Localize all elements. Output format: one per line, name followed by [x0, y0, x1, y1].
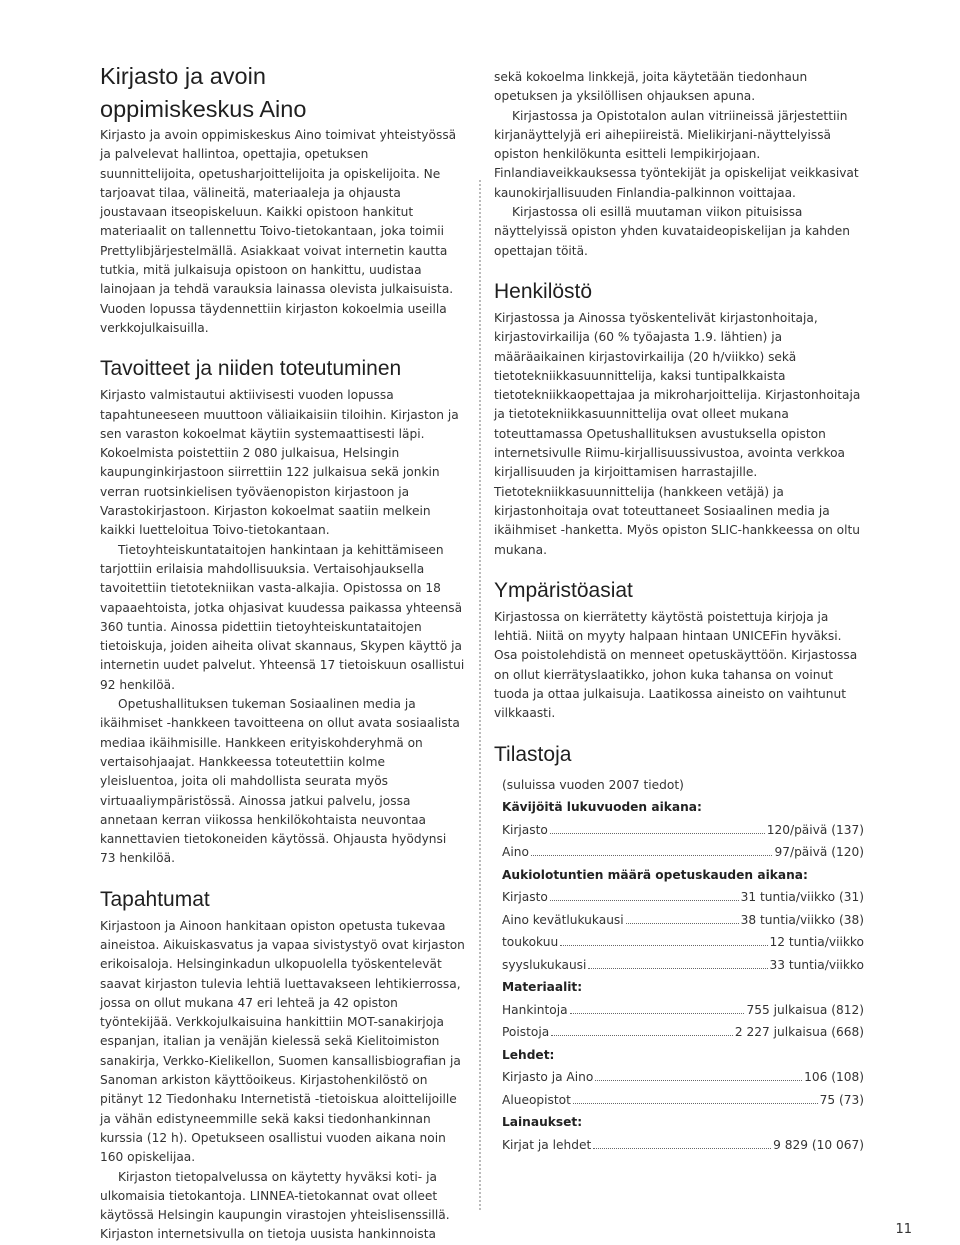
stat-label: Kirjat ja lehdet: [502, 1137, 592, 1152]
right-column: [494, 68, 864, 1156]
stats-heading: Aukiolotuntien määrä opetuskauden aikana:: [502, 867, 808, 882]
dot-leader: [550, 821, 765, 834]
ymparisto-paragraph: Kirjastossa on kierrätetty käytöstä poistettuja kirjoja ja lehtiä. Niitä on myyty halpaan hintaan UNICEFin hyväksi. Osa poistolehdistä on menneet opetuskäyttöön. Kirjastossa on ollut kierrätyslaatikko, johon kuka tahansa on voinut tuoda ja ottaa julkaisuja. Laatikossa aineisto on vaihtunut vilkkaasti.: [494, 609, 858, 721]
stats-heading: Lainaukset:: [502, 1115, 583, 1130]
stat-row: [502, 1134, 864, 1157]
tavoitteet-paragraph-1: Kirjasto valmistautui aktiivisesti vuoden lopussa tapahtuneeseen muuttoon väliaikaisiin tiloihin. Kirjaston ja sen varaston kokoelmat käytiin systemaattisesti läpi. Kokoelmista poistettiin 2 080 julkaisua, Helsingin kaupunginkirjastoon siirrettiin 122 julkaisua sekä jonkin verran ruotsinkielisen työväenopiston kirjastoon ja Varastokirjastoon. Kirjaston kokoelmat saatiin melkein kaikki luetteloitua Toivo-tietokantaan.: [100, 388, 459, 538]
heading-tapahtumat: Tapahtumat: [100, 887, 210, 911]
stat-label: Poistoja: [502, 1025, 550, 1040]
stat-label: Hankintoja: [502, 1002, 568, 1017]
stat-value: 120/päivä (137): [766, 822, 864, 837]
dot-leader: [588, 956, 767, 969]
stat-label: Alueopistot: [502, 1092, 571, 1107]
stat-row: [502, 999, 864, 1022]
statistics-list: [494, 774, 864, 1157]
dot-leader: [550, 888, 739, 901]
stat-row: [502, 819, 864, 842]
stat-row: [502, 841, 864, 864]
tavoitteet-paragraph-2: Tietoyhteiskuntataitojen hankintaan ja kehittämiseen tarjottiin erilaisia mahdollisuuksia. Vertaisohjauksella tavoitettiin tietotekniikan vasta-alkajia. Opistossa on 18 vapaaehtoista, jotka ohjasivat kuudessa paikassa yhteensä 360 tuntia. Ainossa pidettiin tietoyhteiskuntataitojen tietoiskuja, joiden aiheita olivat skannaus, Skypen käyttö ja internetin uudet palvelut. Yhteensä 17 tietoiskuun osallistui 92 henkilöä.: [100, 542, 465, 692]
dot-leader: [560, 933, 767, 946]
heading-henkilosto: Henkilöstö: [494, 279, 593, 303]
page-number: 11: [895, 1222, 912, 1237]
stats-heading: Materiaalit:: [502, 980, 583, 995]
stat-value: 106 (108): [804, 1070, 864, 1085]
title-line-1: Kirjasto ja avoin: [100, 63, 266, 89]
dot-leader: [573, 1091, 818, 1104]
stat-label: Kirjasto ja Aino: [502, 1070, 594, 1085]
stat-label: Kirjasto: [502, 890, 548, 905]
henkilosto-paragraph: Kirjastossa ja Ainossa työskentelivät kirjastonhoitaja, kirjastovirkailija (60 % työajasta 1.9. lähtien) ja määräaikainen kirjastovirkailija (20 h/viikko) sekä tietotekniikkasuunnittelija, kaksi tuntipalkkaista tietotekniikkaopettajaa ja mikroharjoittelija. Kirjastonhoitaja ja tietotekniikkasuunnittelija ovat olleet mukana toteuttamassa Opetushallituksen avustuksella opiston internetsivulle Riimu-kirjallisuussivustoa, avointa verkkoa kirjallisuuden ja kirjoittamisen harrastajille. Tietotekniikkasuunnittelija (hankkeen vetäjä) ja kirjastonhoitaja ovat toteuttaneet Sosiaalinen media ja ikäihmiset -hanketta. Myös opiston SLIC-hankkeessa on oltu mukana.: [494, 310, 861, 557]
continued-paragraph-1: sekä kokoelma linkkejä, joita käytetään tiedonhaun opetuksen ja yksilöllisen ohjauksen apuna.: [494, 70, 808, 104]
stats-note: (suluissa vuoden 2007 tiedot): [502, 777, 684, 792]
dot-leader: [551, 1023, 733, 1036]
continued-paragraph-3: Kirjastossa oli esillä muutaman viikon pituisissa näyttelyissä opiston yhden kuvataideopiskelijan ja kahden opettajan töitä.: [494, 205, 850, 258]
stat-row: [502, 886, 864, 909]
dot-leader: [595, 1068, 802, 1081]
stat-value: 755 julkaisua (812): [746, 1002, 864, 1017]
dot-leader: [531, 843, 773, 856]
stat-value: 12 tuntia/viikko: [769, 935, 864, 950]
tavoitteet-paragraph-3: Opetushallituksen tukeman Sosiaalinen media ja ikäihmiset -hankkeen tavoitteena on ollut avata sosiaalista mediaa ikäihmisille. Hankkeen erityiskohderyhmä on vertaisohjaajat. Hankkeessa toteutettiin kolme yleisluentoa, joita oli mahdollista seurata myös virtuaaliympäristössä. Ainossa jatkui palvelu, jossa annetaan kerran viikossa henkilökohtaista neuvontaa kannettavien tietokoneiden käytössä. Ohjausta hyödynsi 73 henkilöä.: [100, 697, 460, 866]
title-line-2: oppimiskeskus Aino: [100, 96, 307, 122]
heading-ymparisto: Ympäristöasiat: [494, 578, 633, 602]
stat-row: [502, 931, 864, 954]
left-column: [100, 60, 465, 1245]
tapahtumat-paragraph-1: Kirjastoon ja Ainoon hankitaan opiston opetusta tukevaa aineistoa. Aikuiskasvatus ja vapaa sivistystyö ovat kirjaston erikoisaloja. Helsinginkadun ulkopuolella työskentelevät saavat kirjaston tulevia lehtiä luettavakseen lehtikierrossa, jossa on ollut mukana 47 eri lehteä ja 42 opiston työntekijää. Verkkojulkaisuina hankittiin MOT-sanakirjoja espanjan, italian ja venäjän kielessä sekä Kielitoimiston sanakirja, Verkko-Kielikellon, Suomen kansallisbiografian ja Sanoman arkiston käyttöoikeus. Kirjastohenkilöstö on pitänyt 12 Tiedonhaku Internetistä -tietoiskua aloittelijoille ja vähän edistyneemmille sekä kaksi tiedonhankinnan kurssia (12 h). Opetukseen osallistui vuoden aikana noin 160 opiskelijaa.: [100, 918, 465, 1165]
stat-row: [502, 1089, 864, 1112]
stat-value: 31 tuntia/viikko (31): [740, 890, 864, 905]
stat-label: Kirjasto: [502, 822, 548, 837]
continued-paragraph-2: Kirjastossa ja Opistotalon aulan vitriineissä järjestettiin kirjanäyttelyjä eri aihepiireistä. Mielikirjani-näyttelyissä opiston henkilökunta esitteli lempikirjojaan. Finlandiaveikkauksessa työntekijät ja opiskelijat veikkasivat kaunokirjallisuuden Finlandia-palkinnon voittajaa.: [494, 108, 859, 200]
stat-value: 33 tuntia/viikko: [769, 957, 864, 972]
dot-leader: [626, 911, 739, 924]
stat-label: Aino: [502, 845, 529, 860]
stats-heading: Kävijöitä lukuvuoden aikana:: [502, 800, 702, 815]
stat-value: 9 829 (10 067): [773, 1137, 864, 1152]
column-divider: [479, 180, 481, 1210]
stat-row: [502, 954, 864, 977]
stat-value: 38 tuntia/viikko (38): [740, 912, 864, 927]
stat-label: toukokuu: [502, 935, 559, 950]
tapahtumat-paragraph-2: Kirjaston tietopalvelussa on käytetty hyväksi koti- ja ulkomaisia tietokantoja. LINNEA-tietokannat ovat olleet käytössä Helsingin kaupungin virastojen yhteislisenssillä. Kirjaston internetsivulla on tietoja uusista hankinnoista: [100, 1169, 450, 1242]
stat-row: [502, 909, 864, 932]
stat-row: [502, 1021, 864, 1044]
page-title: [100, 60, 465, 126]
heading-tavoitteet: Tavoitteet ja niiden toteutuminen: [100, 357, 402, 381]
intro-paragraph: Kirjasto ja avoin oppimiskeskus Aino toimivat yhteistyössä ja palvelevat hallintoa, opettajia, opetuksen suunnittelijoita, opetusharjoittelijoita ja opiskelijoita. Ne tarjoavat tilaa, välineitä, materiaaleja ja ohjausta joustavaan itseopiskeluun. Kaikki opistoon hankitut materiaalit on tallennettu Toivo-tietokantaan, joka toimii Prettylibjärjestelmällä. Asiakkaat voivat internetin kautta tutkia, mitä julkaisuja opistoon on hankittu, uudistaa lainojaan ja tehdä varauksia lainassa olevista julkaisuista. Vuoden lopussa täydennettiin kirjaston kokoelmia useilla verkkojulkaisuilla.: [100, 128, 457, 335]
stat-value: 2 227 julkaisua (668): [734, 1025, 864, 1040]
dot-leader: [570, 1001, 745, 1014]
stats-heading: Lehdet:: [502, 1047, 555, 1062]
stat-row: [502, 1066, 864, 1089]
stat-value: 97/päivä (120): [774, 845, 864, 860]
stat-value: 75 (73): [819, 1092, 864, 1107]
dot-leader: [593, 1136, 771, 1149]
stat-label: syyslukukausi: [502, 957, 587, 972]
heading-tilastoja: Tilastoja: [494, 742, 572, 766]
stat-label: Aino kevätlukukausi: [502, 912, 624, 927]
